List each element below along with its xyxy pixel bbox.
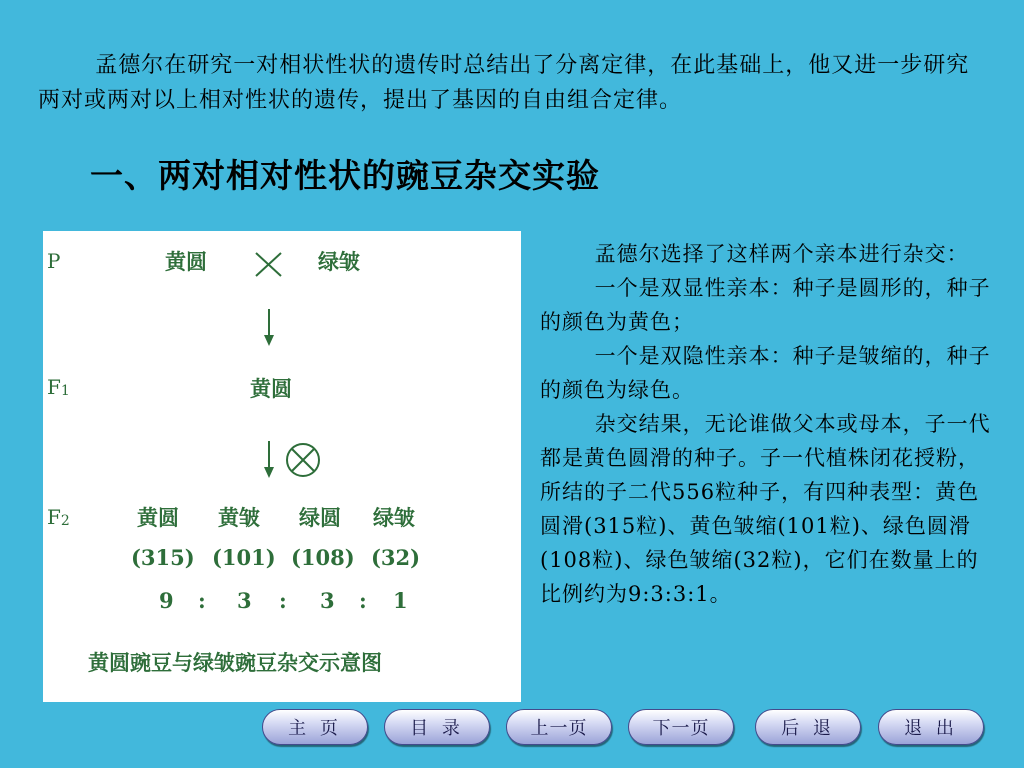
ratio-separator: : <box>359 588 367 613</box>
section-heading: 一、两对相对性状的豌豆杂交实验 <box>90 156 600 195</box>
next-page-button[interactable]: 下一页 <box>628 709 734 745</box>
f1-value: 黄圆 <box>250 376 292 401</box>
arrow-down-icon <box>264 309 274 346</box>
exit-button[interactable]: 退 出 <box>878 709 984 745</box>
description-text <box>540 237 1000 611</box>
f2-phenotype: 绿圆 <box>299 505 341 530</box>
ratio-value: 3 <box>237 588 252 613</box>
f2-phenotype: 黄圆 <box>137 505 179 530</box>
cross-diagram <box>43 231 521 702</box>
home-button[interactable]: 主 页 <box>262 709 368 745</box>
f2-count: (101) <box>212 545 276 570</box>
intro-paragraph: 孟德尔在研究一对相状性状的遗传时总结出了分离定律，在此基础上，他又进一步研究两对或两对以上相对性状的遗传，提出了基因的自由组合定律。 <box>38 53 970 113</box>
description-paragraph: 一个是双显性亲本：种子是圆形的，种子的颜色为黄色； <box>540 276 991 334</box>
selfing-icon <box>287 444 319 476</box>
contents-button[interactable]: 目 录 <box>384 709 490 745</box>
f2-count: (32) <box>371 545 421 570</box>
description-paragraph: 孟德尔选择了这样两个亲本进行杂交： <box>594 242 969 266</box>
description-paragraph: 杂交结果，无论谁做父本或母本，子一代都是黄色圆滑的种子。子一代植株闭花授粉，所结的子二代556粒种子，有四种表型：黄色圆滑(315粒)、黄色皱缩(101粒)、绿色圆滑(108粒)、绿色皱缩(32粒)，它们在数量上的比例约为9:3:3:1。 <box>540 412 991 606</box>
previous-page-button[interactable]: 上一页 <box>506 709 612 745</box>
f2-phenotype: 黄皱 <box>218 505 260 530</box>
f2-count: (315) <box>131 545 195 570</box>
f2-phenotype: 绿皱 <box>373 505 415 530</box>
arrow-down-icon <box>264 441 274 478</box>
ratio-value: 3 <box>320 588 335 613</box>
ratio-separator: : <box>198 588 206 613</box>
p-parent1: 黄圆 <box>165 249 207 274</box>
ratio-value: 9 <box>159 588 174 613</box>
f1-label: F1 <box>47 375 70 399</box>
navigation-bar <box>0 709 1024 745</box>
ratio-separator: : <box>279 588 287 613</box>
ratio-value: 1 <box>393 588 408 613</box>
figure-caption: 黄圆豌豆与绿皱豌豆杂交示意图 <box>88 650 382 675</box>
f2-count: (108) <box>291 545 355 570</box>
f2-label: F2 <box>47 505 70 529</box>
p-label: P <box>47 249 61 273</box>
description-paragraph: 一个是双隐性亲本：种子是皱缩的，种子的颜色为绿色。 <box>540 344 991 402</box>
cross-diagram-svg <box>43 231 521 702</box>
cross-icon <box>256 253 281 276</box>
back-button[interactable]: 后 退 <box>755 709 861 745</box>
p-parent2: 绿皱 <box>318 249 360 274</box>
